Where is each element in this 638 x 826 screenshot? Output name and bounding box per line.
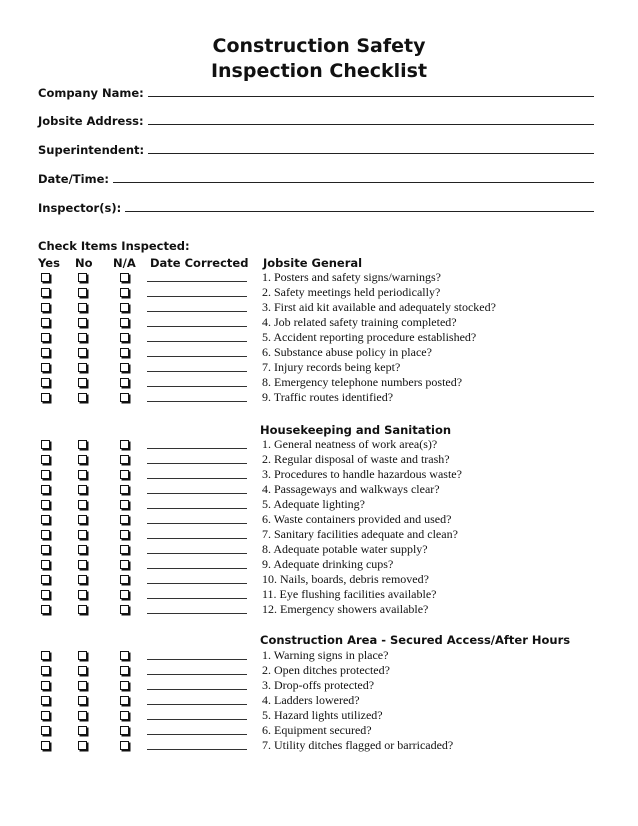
inspectors-label: Inspector(s): bbox=[38, 201, 122, 215]
section-title: Jobsite General bbox=[263, 256, 363, 270]
checklist-item-text: 3. Procedures to handle hazardous waste? bbox=[262, 467, 462, 481]
checklist-item-text: 7. Sanitary facilities adequate and clean? bbox=[262, 527, 458, 541]
no-checkbox[interactable] bbox=[78, 288, 87, 297]
checklist-row bbox=[0, 512, 638, 527]
no-checkbox[interactable] bbox=[78, 560, 87, 569]
company-name-label: Company Name: bbox=[38, 86, 144, 100]
date-corrected-line[interactable] bbox=[147, 326, 247, 327]
checklist-item-text: 4. Passageways and walkways clear? bbox=[262, 482, 440, 496]
date-corrected-line[interactable] bbox=[147, 538, 247, 539]
date-corrected-line[interactable] bbox=[147, 478, 247, 479]
no-checkbox[interactable] bbox=[78, 696, 87, 705]
checklist-row bbox=[0, 542, 638, 557]
checklist-row bbox=[0, 482, 638, 497]
yes-checkbox[interactable] bbox=[41, 485, 50, 494]
no-checkbox[interactable] bbox=[78, 455, 87, 464]
na-checkbox[interactable] bbox=[120, 303, 129, 312]
date-corrected-line[interactable] bbox=[147, 356, 247, 357]
no-checkbox[interactable] bbox=[78, 741, 87, 750]
na-checkbox[interactable] bbox=[120, 348, 129, 357]
checklist-item-text: 8. Adequate potable water supply? bbox=[262, 542, 428, 556]
date-corrected-line[interactable] bbox=[147, 719, 247, 720]
date-corrected-line[interactable] bbox=[147, 613, 247, 614]
superintendent-field[interactable] bbox=[38, 137, 594, 157]
col-no-header: No bbox=[75, 256, 93, 270]
date-corrected-line[interactable] bbox=[147, 296, 247, 297]
checklist-row bbox=[0, 452, 638, 467]
na-checkbox[interactable] bbox=[120, 318, 129, 327]
date-corrected-line[interactable] bbox=[147, 463, 247, 464]
date-corrected-line[interactable] bbox=[147, 568, 247, 569]
checklist-item-text: 5. Accident reporting procedure established? bbox=[262, 330, 477, 344]
date-corrected-line[interactable] bbox=[147, 704, 247, 705]
no-checkbox[interactable] bbox=[78, 333, 87, 342]
na-checkbox[interactable] bbox=[120, 288, 129, 297]
checklist-row bbox=[0, 437, 638, 452]
yes-checkbox[interactable] bbox=[41, 666, 50, 675]
yes-checkbox[interactable] bbox=[41, 348, 50, 357]
yes-checkbox[interactable] bbox=[41, 590, 50, 599]
yes-checkbox[interactable] bbox=[41, 303, 50, 312]
yes-checkbox[interactable] bbox=[41, 333, 50, 342]
na-checkbox[interactable] bbox=[120, 605, 129, 614]
section-title: Housekeeping and Sanitation bbox=[260, 423, 452, 437]
checklist-item-text: 6. Equipment secured? bbox=[262, 723, 372, 737]
checklist-row bbox=[0, 557, 638, 572]
na-checkbox[interactable] bbox=[120, 666, 129, 675]
checklist-row bbox=[0, 300, 638, 315]
checklist-row bbox=[0, 723, 638, 738]
na-checkbox[interactable] bbox=[120, 560, 129, 569]
checklist-item-text: 2. Safety meetings held periodically? bbox=[262, 285, 441, 299]
na-checkbox[interactable] bbox=[120, 590, 129, 599]
date-time-label: Date/Time: bbox=[38, 172, 109, 186]
na-checkbox[interactable] bbox=[120, 681, 129, 690]
checklist-row bbox=[0, 285, 638, 300]
checklist-item-text: 1. Posters and safety signs/warnings? bbox=[262, 270, 441, 284]
na-checkbox[interactable] bbox=[120, 711, 129, 720]
no-checkbox[interactable] bbox=[78, 363, 87, 372]
no-checkbox[interactable] bbox=[78, 530, 87, 539]
date-corrected-line[interactable] bbox=[147, 448, 247, 449]
checklist-row bbox=[0, 678, 638, 693]
no-checkbox[interactable] bbox=[78, 590, 87, 599]
checklist-row bbox=[0, 330, 638, 345]
na-checkbox[interactable] bbox=[120, 378, 129, 387]
checklist-item-text: 9. Traffic routes identified? bbox=[262, 390, 394, 404]
checklist-row bbox=[0, 390, 638, 405]
na-checkbox[interactable] bbox=[120, 500, 129, 509]
date-corrected-line[interactable] bbox=[147, 583, 247, 584]
checklist-item-text: 8. Emergency telephone numbers posted? bbox=[262, 375, 463, 389]
yes-checkbox[interactable] bbox=[41, 560, 50, 569]
checklist-row bbox=[0, 708, 638, 723]
yes-checkbox[interactable] bbox=[41, 288, 50, 297]
jobsite-address-line[interactable] bbox=[148, 123, 594, 125]
yes-checkbox[interactable] bbox=[41, 726, 50, 735]
checklist-row bbox=[0, 738, 638, 753]
date-corrected-line[interactable] bbox=[147, 311, 247, 312]
na-checkbox[interactable] bbox=[120, 651, 129, 660]
date-time-line[interactable] bbox=[113, 181, 594, 183]
yes-checkbox[interactable] bbox=[41, 363, 50, 372]
checklist-item-text: 5. Adequate lighting? bbox=[262, 497, 365, 511]
date-corrected-line[interactable] bbox=[147, 523, 247, 524]
checklist-row bbox=[0, 360, 638, 375]
date-corrected-line[interactable] bbox=[147, 553, 247, 554]
na-checkbox[interactable] bbox=[120, 393, 129, 402]
yes-checkbox[interactable] bbox=[41, 741, 50, 750]
yes-checkbox[interactable] bbox=[41, 681, 50, 690]
checklist-row bbox=[0, 315, 638, 330]
company-name-field[interactable] bbox=[38, 80, 594, 100]
na-checkbox[interactable] bbox=[120, 273, 129, 282]
no-checkbox[interactable] bbox=[78, 575, 87, 584]
checklist-row bbox=[0, 270, 638, 285]
no-checkbox[interactable] bbox=[78, 605, 87, 614]
na-checkbox[interactable] bbox=[120, 485, 129, 494]
no-checkbox[interactable] bbox=[78, 393, 87, 402]
no-checkbox[interactable] bbox=[78, 711, 87, 720]
checklist-item-text: 4. Ladders lowered? bbox=[262, 693, 360, 707]
na-checkbox[interactable] bbox=[120, 696, 129, 705]
checklist-item-text: 5. Hazard lights utilized? bbox=[262, 708, 383, 722]
na-checkbox[interactable] bbox=[120, 363, 129, 372]
checklist-item-text: 3. Drop-offs protected? bbox=[262, 678, 375, 692]
section-title: Construction Area - Secured Access/After Hours bbox=[260, 633, 571, 647]
yes-checkbox[interactable] bbox=[41, 651, 50, 660]
no-checkbox[interactable] bbox=[78, 440, 87, 449]
yes-checkbox[interactable] bbox=[41, 545, 50, 554]
na-checkbox[interactable] bbox=[120, 440, 129, 449]
no-checkbox[interactable] bbox=[78, 303, 87, 312]
checklist-item-text: 9. Adequate drinking cups? bbox=[262, 557, 394, 571]
checklist-item-text: 2. Open ditches protected? bbox=[262, 663, 390, 677]
checklist-item-text: 12. Emergency showers available? bbox=[262, 602, 429, 616]
na-checkbox[interactable] bbox=[120, 455, 129, 464]
yes-checkbox[interactable] bbox=[41, 273, 50, 282]
inspectors-line[interactable] bbox=[125, 210, 594, 212]
checklist-item-text: 1. General neatness of work area(s)? bbox=[262, 437, 438, 451]
no-checkbox[interactable] bbox=[78, 318, 87, 327]
date-corrected-line[interactable] bbox=[147, 493, 247, 494]
checklist-item-text: 11. Eye flushing facilities available? bbox=[262, 587, 437, 601]
checklist-row bbox=[0, 467, 638, 482]
checklist-row bbox=[0, 587, 638, 602]
col-yes-header: Yes bbox=[38, 256, 60, 270]
no-checkbox[interactable] bbox=[78, 273, 87, 282]
yes-checkbox[interactable] bbox=[41, 318, 50, 327]
checklist-item-text: 4. Job related safety training completed? bbox=[262, 315, 457, 329]
checklist-item-text: 7. Injury records being kept? bbox=[262, 360, 401, 374]
checklist-row bbox=[0, 602, 638, 617]
checklist-row bbox=[0, 648, 638, 663]
jobsite-address-field[interactable] bbox=[38, 108, 594, 128]
no-checkbox[interactable] bbox=[78, 681, 87, 690]
yes-checkbox[interactable] bbox=[41, 711, 50, 720]
na-checkbox[interactable] bbox=[120, 333, 129, 342]
col-date-corrected-header: Date Corrected bbox=[150, 256, 249, 270]
checklist-item-text: 3. First aid kit available and adequately stocked? bbox=[262, 300, 496, 314]
checklist-row bbox=[0, 375, 638, 390]
na-checkbox[interactable] bbox=[120, 726, 129, 735]
checklist-row bbox=[0, 663, 638, 678]
check-items-header: Check Items Inspected: bbox=[38, 239, 190, 253]
yes-checkbox[interactable] bbox=[41, 440, 50, 449]
date-corrected-line[interactable] bbox=[147, 401, 247, 402]
checklist-item-text: 6. Waste containers provided and used? bbox=[262, 512, 452, 526]
checklist-item-text: 10. Nails, boards, debris removed? bbox=[262, 572, 429, 586]
na-checkbox[interactable] bbox=[120, 470, 129, 479]
na-checkbox[interactable] bbox=[120, 575, 129, 584]
checklist-row bbox=[0, 345, 638, 360]
date-corrected-line[interactable] bbox=[147, 659, 247, 660]
date-corrected-line[interactable] bbox=[147, 749, 247, 750]
form-title-line2: Inspection Checklist bbox=[210, 60, 428, 82]
no-checkbox[interactable] bbox=[78, 470, 87, 479]
checklist-row bbox=[0, 693, 638, 708]
date-corrected-line[interactable] bbox=[147, 371, 247, 372]
yes-checkbox[interactable] bbox=[41, 515, 50, 524]
date-corrected-line[interactable] bbox=[147, 598, 247, 599]
checklist-row bbox=[0, 527, 638, 542]
date-corrected-line[interactable] bbox=[147, 341, 247, 342]
yes-checkbox[interactable] bbox=[41, 470, 50, 479]
na-checkbox[interactable] bbox=[120, 545, 129, 554]
yes-checkbox[interactable] bbox=[41, 605, 50, 614]
yes-checkbox[interactable] bbox=[41, 696, 50, 705]
yes-checkbox[interactable] bbox=[41, 500, 50, 509]
form-title-line1: Construction Safety bbox=[212, 35, 426, 57]
na-checkbox[interactable] bbox=[120, 741, 129, 750]
checklist-item-text: 1. Warning signs in place? bbox=[262, 648, 389, 662]
no-checkbox[interactable] bbox=[78, 485, 87, 494]
checklist-item-text: 7. Utility ditches flagged or barricaded? bbox=[262, 738, 454, 752]
date-corrected-line[interactable] bbox=[147, 281, 247, 282]
checklist-item-text: 2. Regular disposal of waste and trash? bbox=[262, 452, 450, 466]
yes-checkbox[interactable] bbox=[41, 575, 50, 584]
company-name-line[interactable] bbox=[148, 95, 594, 97]
date-corrected-line[interactable] bbox=[147, 734, 247, 735]
yes-checkbox[interactable] bbox=[41, 530, 50, 539]
no-checkbox[interactable] bbox=[78, 666, 87, 675]
checklist-item-text: 6. Substance abuse policy in place? bbox=[262, 345, 432, 359]
date-corrected-line[interactable] bbox=[147, 386, 247, 387]
yes-checkbox[interactable] bbox=[41, 378, 50, 387]
checklist-row bbox=[0, 572, 638, 587]
na-checkbox[interactable] bbox=[120, 515, 129, 524]
date-corrected-line[interactable] bbox=[147, 508, 247, 509]
yes-checkbox[interactable] bbox=[41, 393, 50, 402]
superintendent-line[interactable] bbox=[148, 152, 594, 154]
superintendent-label: Superintendent: bbox=[38, 143, 145, 157]
yes-checkbox[interactable] bbox=[41, 455, 50, 464]
no-checkbox[interactable] bbox=[78, 545, 87, 554]
no-checkbox[interactable] bbox=[78, 348, 87, 357]
checklist-row bbox=[0, 497, 638, 512]
no-checkbox[interactable] bbox=[78, 651, 87, 660]
na-checkbox[interactable] bbox=[120, 530, 129, 539]
inspectors-field[interactable] bbox=[38, 195, 594, 215]
no-checkbox[interactable] bbox=[78, 515, 87, 524]
date-corrected-line[interactable] bbox=[147, 674, 247, 675]
date-corrected-line[interactable] bbox=[147, 689, 247, 690]
col-na-header: N/A bbox=[113, 256, 136, 270]
jobsite-address-label: Jobsite Address: bbox=[38, 114, 144, 128]
no-checkbox[interactable] bbox=[78, 378, 87, 387]
date-time-field[interactable] bbox=[38, 166, 594, 186]
no-checkbox[interactable] bbox=[78, 500, 87, 509]
no-checkbox[interactable] bbox=[78, 726, 87, 735]
